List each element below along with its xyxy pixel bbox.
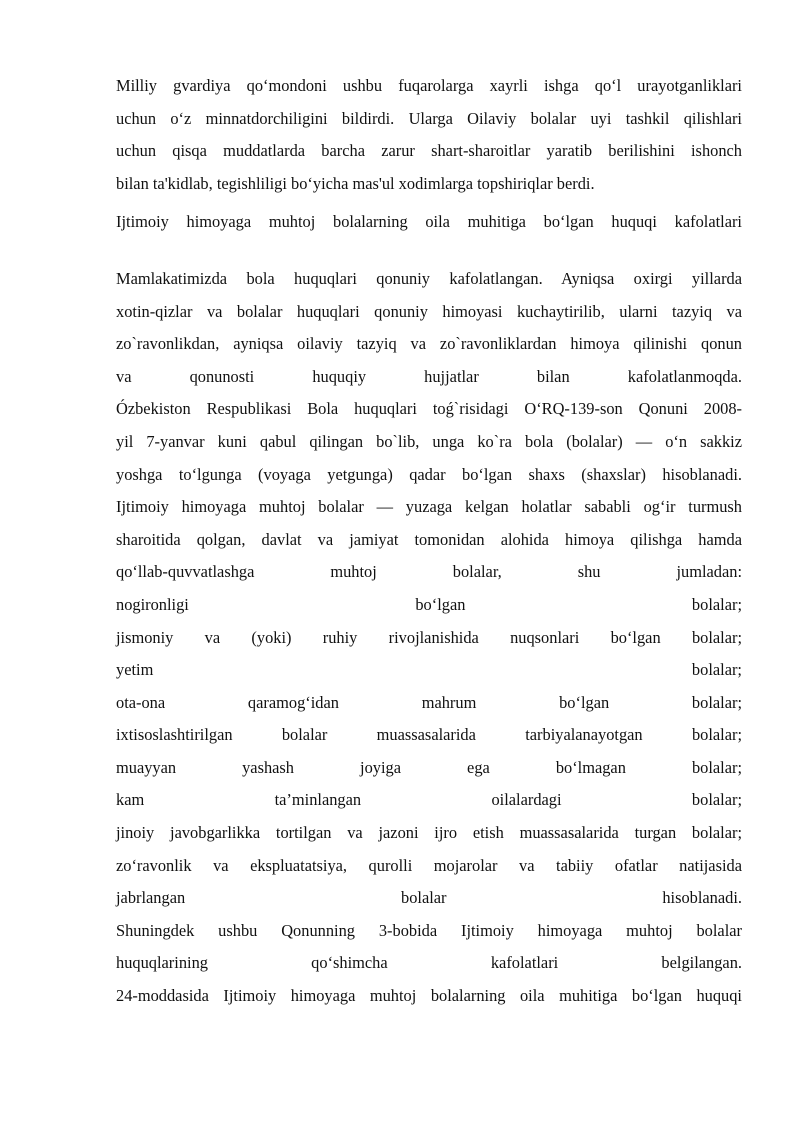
text-line: yoshga to‘lgunga (voyaga yetgunga) qadar bo‘lgan shaxs (shaxslar) hisoblanadi. <box>116 464 742 484</box>
text-line: Milliy gvardiya qo‘mondoni ushbu fuqarolarga xayrli ishga qo‘l urayotganliklari <box>116 76 742 95</box>
text-line: sharoitida qolgan, davlat va jamiyat tomonidan alohida himoya qilishga hamda <box>116 529 742 549</box>
paragraph-gratitude <box>116 70 742 200</box>
list-item: kam ta’minlangan oilalardagi bolalar; <box>116 790 742 810</box>
text-line: uchun qisqa muddatlarda barcha zarur shart-sharoitlar yaratib berilishini ishonch <box>116 141 742 161</box>
text-line: Mamlakatimizda bola huquqlari qonuniy kafolatlangan. Ayniqsa oxirgi yillarda <box>116 268 742 288</box>
list-item: ota-ona qaramog‘idan mahrum bo‘lgan bolalar; <box>116 692 742 712</box>
text-line: Shuningdek ushbu Qonunning 3-bobida Ijtimoiy himoyaga muhtoj bolalar <box>116 920 742 940</box>
list-item: jismoniy va (yoki) ruhiy rivojlanishida nuqsonlari bo‘lgan bolalar; <box>116 627 742 647</box>
text-line: uchun o‘z minnatdorchiligini bildirdi. Ularga Oilaviy bolalar uyi tashkil qilishlari <box>116 108 742 128</box>
list-item: muayyan yashash joyiga ega bo‘lmagan bolalar; <box>116 757 742 777</box>
document-page <box>116 70 742 1013</box>
section-heading: Ijtimoiy himoyaga muhtoj bolalarning oila muhitiga bo‘lgan huquqi kafolatlari <box>116 212 742 232</box>
text-line: yil 7-yanvar kuni qabul qilingan bo`lib, unga ko`ra bola (bolalar) — o‘n sakkiz <box>116 431 742 451</box>
list-item: nogironligi bo‘lgan bolalar; <box>116 594 742 614</box>
text-line: va qonunosti huquqiy hujjatlar bilan kafolatlanmoqda. <box>116 366 742 386</box>
list-item: yetim bolalar; <box>116 660 742 680</box>
text-line: bilan ta'kidlab, tegishliligi bo‘yicha mas'ul xodimlarga topshiriqlar berdi. <box>116 173 595 193</box>
text-line: zo`ravonlikdan, ayniqsa oilaviy tazyiq va zo`ravonliklardan himoya qilinishi qonun <box>116 334 742 354</box>
list-item: ixtisoslashtirilgan bolalar muassasalarida tarbiyalanayotgan bolalar; <box>116 725 742 745</box>
text-line: huquqlarining qo‘shimcha kafolatlari belgilangan. <box>116 953 742 973</box>
list-item: jabrlangan bolalar hisoblanadi. <box>116 888 742 908</box>
text-line: xotin-qizlar va bolalar huquqlari qonuniy himoyasi kuchaytirilib, ularni tazyiq va <box>116 301 742 321</box>
text-line: 24-moddasida Ijtimoiy himoyaga muhtoj bolalarning oila muhitiga bo‘lgan huquqi <box>116 986 742 1006</box>
text-line: Ózbekiston Respublikasi Bola huquqlari toǵ`risidagi O‘RQ-139-son Qonuni 2008- <box>116 399 742 419</box>
list-item: jinoiy javobgarlikka tortilgan va jazoni ijro etish muassasalarida turgan bolalar; <box>116 823 742 843</box>
text-line: qo‘llab-quvvatlashga muhtoj bolalar, shu jumladan: <box>116 562 742 582</box>
list-item: zo‘ravonlik va ekspluatatsiya, qurolli mojarolar va tabiiy ofatlar natijasida <box>116 855 742 875</box>
paragraph-law <box>116 263 742 1013</box>
text-line: Ijtimoiy himoyaga muhtoj bolalar — yuzaga kelgan holatlar sababli og‘ir turmush <box>116 497 742 517</box>
